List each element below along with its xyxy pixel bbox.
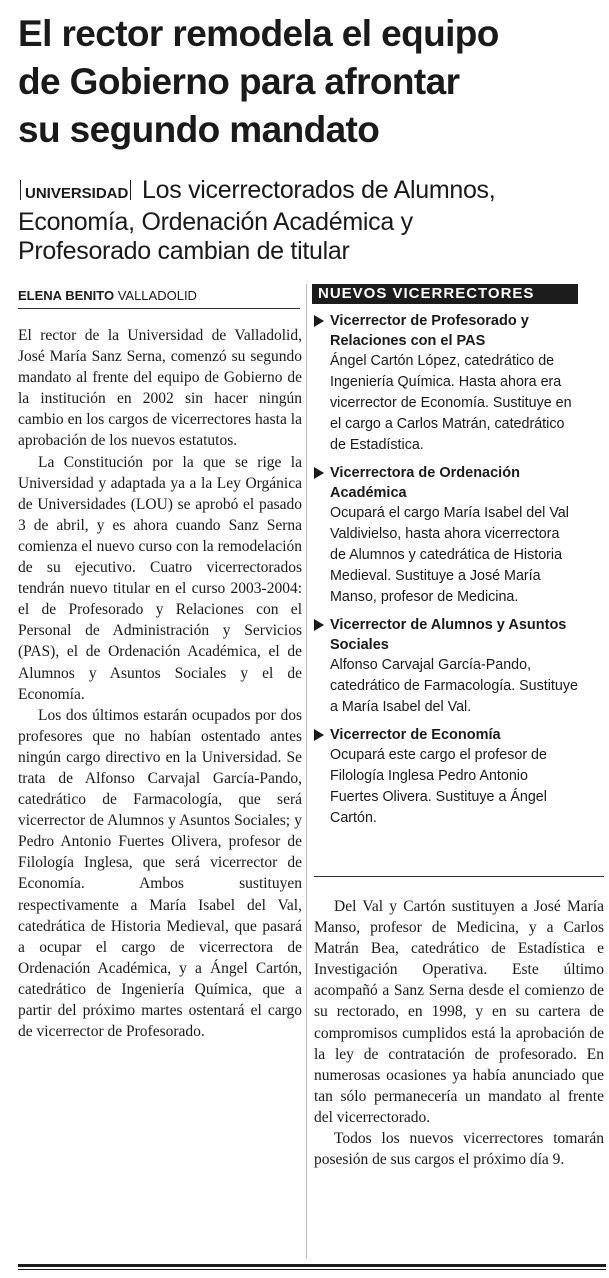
sidebar-heading-text: Vicerrectora de Ordenación Académica [330, 465, 520, 501]
sidebar-item-text: Alfonso Carvajal García-Pando, catedrático de Farmacología. Sustituye a María Isabel del Val. [330, 657, 578, 715]
sidebar-item-heading [312, 463, 578, 503]
subhead-line: Los vicerrectorados de Alumnos, [142, 176, 496, 204]
headline-line: El rector remodela el equipo [18, 13, 499, 54]
byline-author: ELENA BENITO [18, 288, 115, 303]
section-label: UNIVERSIDAD [25, 185, 129, 202]
divider [130, 180, 131, 200]
triangle-bullet-icon [314, 729, 324, 741]
triangle-bullet-icon [314, 467, 324, 479]
sidebar-item-text: Ángel Cartón López, catedrático de Ingeniería Química. Hasta ahora era vicerrector de Economía. Sustituye en el cargo a Carlos Matrán, catedrático de Estadística. [330, 353, 572, 453]
sidebar-item-text: Ocupará el cargo María Isabel del Val Valdivielso, hasta ahora vicerrectora de Alumnos y catedrática de Historia Medieval. Sustituye a José María Manso, profesor de Medicina. [330, 505, 569, 605]
sidebar-title: NUEVOS VICERRECTORES [312, 284, 578, 304]
triangle-bullet-icon [314, 315, 324, 327]
byline [18, 288, 197, 303]
column-divider [306, 284, 307, 1259]
subheadline [18, 176, 608, 266]
sidebar-heading-text: Vicerrector de Alumnos y Asuntos Sociales [330, 617, 567, 653]
sidebar-heading-text: Vicerrector de Profesorado y Relaciones con el PAS [330, 313, 529, 349]
sidebar-bottom-rule [314, 876, 604, 877]
article-paragraph: El rector de la Universidad de Valladolid, José María Sanz Serna, comenzó su segundo mandato al frente del equipo de Gobierno de la institución en 2002 sin hacer ningún cambio en los cargos de vicerrectores hasta la aprobación de los nuevos estatutos. [18, 327, 302, 450]
headline-line: de Gobierno para afrontar [18, 61, 460, 102]
sidebar-item [312, 463, 578, 608]
sidebar-item-heading [312, 311, 578, 351]
subhead-line: Profesorado cambian de titular [18, 237, 350, 265]
bottom-rule [18, 1264, 606, 1267]
subhead-line: Economía, Ordenación Académica y [18, 208, 413, 236]
bottom-rule-thin [18, 1269, 606, 1270]
triangle-bullet-icon [314, 619, 324, 631]
sidebar-item [312, 725, 578, 829]
article-body-left [18, 325, 302, 1042]
sidebar-heading-text: Vicerrector de Economía [330, 727, 501, 743]
byline-location: VALLADOLID [117, 288, 197, 303]
article-body-right [314, 896, 604, 1170]
headline [18, 10, 598, 154]
article-paragraph: Todos los nuevos vicerrectores tomarán posesión de sus cargos el próximo día 9. [314, 1130, 604, 1169]
sidebar-item-heading [312, 615, 578, 655]
sidebar-item-heading [312, 725, 578, 745]
article-paragraph: Del Val y Cartón sustituyen a José María Manso, profesor de Medicina, y a Carlos Matrán Bea, catedrático de Estadística e Investigación Operativa. Este último acompañó a Sanz Serna desde el comienzo de su rectorado, en 1998, y en su cartera de compromisos cumplidos está la aprobación de la ley de contratación de profesorado. En numerosas ocasiones ya había anunciado que tan sólo permanecería un mandato al frente del vicerrectorado. [314, 898, 604, 1126]
subhead-first-line [18, 176, 608, 208]
sidebar-box [312, 284, 578, 829]
article-paragraph: La Constitución por la que se rige la Universidad y adaptada ya a la Ley Orgánica de Universidades (LOU) se aprobó el pasado 3 de abril, y es ahora cuando Sanz Serna comienza el nuevo curso con la remodelación de su ejecutivo. Cuatro vicerrectorados tendrán nuevo titular en el curso 2003-2004: el de Profesorado y Relaciones con el Personal de Administración y Servicios (PAS), el de Ordenación Académica, el de Alumnos y Asuntos Sociales y el de Economía. [18, 453, 302, 703]
sidebar-item [312, 615, 578, 718]
article-paragraph: Los dos últimos estarán ocupados por dos profesores que no habían ostentado antes ningún cargo directivo en la Universidad. Se trata de Alfonso Carvajal García-Pando, catedrático de Farmacología, que será vicerrector de Alumnos y Asuntos Sociales; y Pedro Antonio Fuertes Olivera, profesor de Filología Inglesa, que será vicerrector de Economía. Ambos sustituyen respectivamente a María Isabel del Val, catedrática de Historia Medieval, que pasará a ocupar el cargo de vicerrectora de Ordenación Académica, y a Ángel Cartón, catedrático de Ingeniería Química, que a partir del próximo martes ostentará el cargo de vicerrector de Profesorado. [18, 706, 302, 1041]
sidebar-item-text: Ocupará este cargo el profesor de Filología Inglesa Pedro Antonio Fuertes Olivera. Sustituye a Ángel Cartón. [330, 747, 547, 826]
byline-rule [18, 308, 300, 309]
headline-line: su segundo mandato [18, 109, 380, 150]
sidebar-item [312, 311, 578, 456]
divider [20, 180, 21, 200]
